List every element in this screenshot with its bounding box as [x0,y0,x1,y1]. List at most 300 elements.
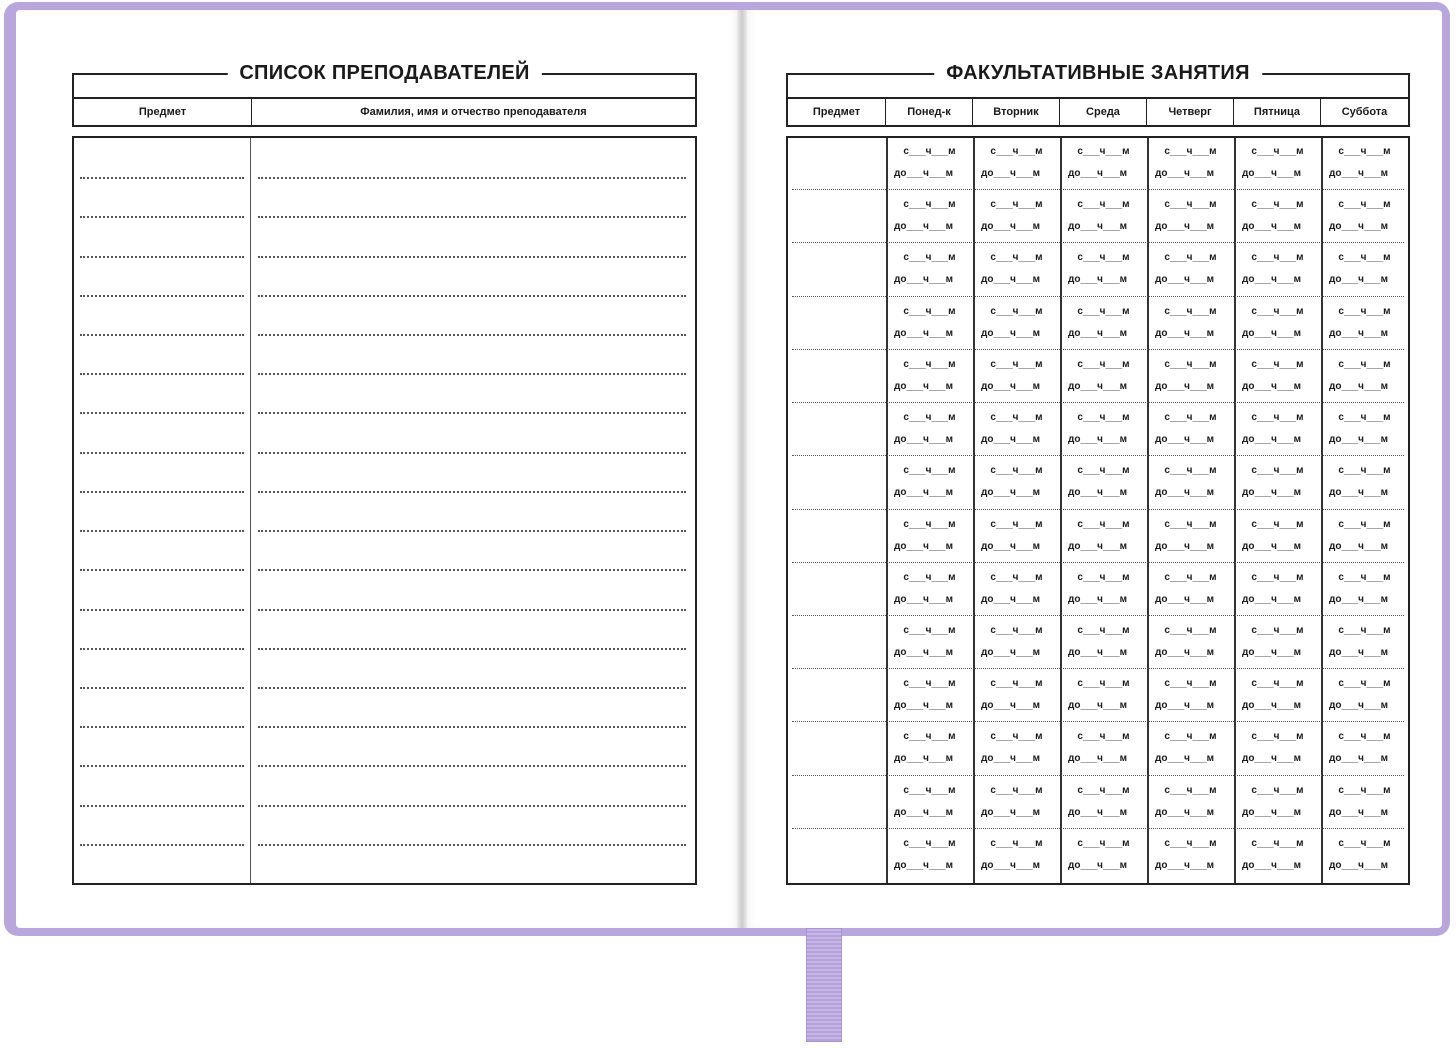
time-from: с___ч___м [1251,465,1304,476]
column-monday: Понед-к [886,99,973,125]
writing-line-name [258,452,686,454]
time-from: с___ч___м [1338,572,1391,583]
writing-line-name [258,295,686,297]
time-from: с___ч___м [1338,306,1391,317]
column-teacher-name: Фамилия, имя и отчество преподавателя [360,106,587,118]
time-to: до___ч___м [1329,381,1389,392]
time-slot[interactable] [977,252,1056,286]
time-slot[interactable] [977,306,1056,340]
time-slot[interactable] [1064,785,1143,819]
time-from: с___ч___м [903,625,956,636]
time-from: с___ч___м [1338,625,1391,636]
time-from: с___ч___м [1164,306,1217,317]
time-to: до___ч___м [981,381,1041,392]
time-from: с___ч___м [903,785,956,796]
time-slot[interactable] [1325,146,1404,180]
time-slot[interactable] [890,412,969,446]
time-to: до___ч___м [1242,594,1302,605]
time-slot[interactable] [977,838,1056,872]
time-slot[interactable] [1238,359,1317,393]
time-from: с___ч___м [1251,785,1304,796]
time-from: с___ч___м [990,465,1043,476]
page-gutter [737,10,747,928]
time-to: до___ч___м [894,753,954,764]
time-from: с___ч___м [1251,625,1304,636]
time-slot[interactable] [1325,572,1404,606]
time-from: с___ч___м [1338,519,1391,530]
time-to: до___ч___м [1242,434,1302,445]
time-from: с___ч___м [1164,412,1217,423]
time-from: с___ч___м [1251,519,1304,530]
writing-line-name [258,334,686,336]
time-slot[interactable] [1325,412,1404,446]
time-to: до___ч___м [894,381,954,392]
row-divider [792,562,1404,563]
time-from: с___ч___м [1164,199,1217,210]
writing-line-subject [80,765,244,767]
time-from: с___ч___м [1164,731,1217,742]
time-slot[interactable] [1238,731,1317,765]
time-to: до___ч___м [1155,221,1215,232]
time-from: с___ч___м [903,572,956,583]
time-slot[interactable] [890,306,969,340]
time-slot[interactable] [1238,252,1317,286]
time-from: с___ч___м [1164,252,1217,263]
time-slot[interactable] [977,731,1056,765]
time-to: до___ч___м [981,753,1041,764]
writing-line-name [258,726,686,728]
row-divider [792,242,1404,243]
time-to: до___ч___м [1329,487,1389,498]
time-slot[interactable] [1151,519,1230,553]
time-to: до___ч___м [1155,381,1215,392]
time-slot[interactable] [1151,572,1230,606]
time-to: до___ч___м [1068,541,1128,552]
time-slot[interactable] [1064,678,1143,712]
time-from: с___ч___м [903,465,956,476]
row-divider [792,455,1404,456]
column-subject: Предмет [788,99,886,125]
time-to: до___ч___м [1155,168,1215,179]
time-from: с___ч___м [1077,572,1130,583]
time-from: с___ч___м [1338,465,1391,476]
writing-line-subject [80,726,244,728]
writing-line-name [258,177,686,179]
time-from: с___ч___м [990,252,1043,263]
time-slot[interactable] [1064,731,1143,765]
time-from: с___ч___м [1164,519,1217,530]
time-slot[interactable] [977,678,1056,712]
time-from: с___ч___м [1338,678,1391,689]
time-from: с___ч___м [1077,306,1130,317]
time-to: до___ч___м [1068,168,1128,179]
time-to: до___ч___м [1242,807,1302,818]
time-from: с___ч___м [1077,519,1130,530]
time-slot[interactable] [1151,678,1230,712]
time-slot[interactable] [977,519,1056,553]
row-divider [792,615,1404,616]
time-slot[interactable] [1325,625,1404,659]
writing-line-name [258,256,686,258]
time-from: с___ч___м [1077,731,1130,742]
time-from: с___ч___м [1164,465,1217,476]
time-from: с___ч___м [990,306,1043,317]
time-from: с___ч___м [1251,412,1304,423]
time-from: с___ч___м [990,412,1043,423]
column-saturday: Суббота [1341,106,1388,118]
time-slot[interactable] [977,572,1056,606]
time-to: до___ч___м [894,807,954,818]
time-slot[interactable] [1064,199,1143,233]
writing-line-name [258,530,686,532]
time-to: до___ч___м [1242,168,1302,179]
time-slot[interactable] [1151,199,1230,233]
time-to: до___ч___м [1329,221,1389,232]
time-from: с___ч___м [1077,838,1130,849]
time-from: с___ч___м [1164,785,1217,796]
time-to: до___ч___м [981,860,1041,871]
writing-line-subject [80,256,244,258]
time-slot[interactable] [1325,785,1404,819]
time-slot[interactable] [890,678,969,712]
time-slot[interactable] [890,731,969,765]
day-column-divider [886,138,888,883]
time-from: с___ч___м [903,412,956,423]
teachers-title: СПИСОК ПРЕПОДАВАТЕЛЕЙ [227,60,541,86]
time-slot[interactable] [1238,146,1317,180]
time-slot[interactable] [1151,465,1230,499]
time-to: до___ч___м [894,434,954,445]
time-to: до___ч___м [1068,328,1128,339]
day-column-divider [1234,138,1236,883]
time-slot[interactable] [1238,306,1317,340]
time-from: с___ч___м [1251,146,1304,157]
time-slot[interactable] [1325,731,1404,765]
time-slot[interactable] [1325,252,1404,286]
time-slot[interactable] [977,146,1056,180]
time-from: с___ч___м [1164,678,1217,689]
time-from: с___ч___м [1338,412,1391,423]
time-slot[interactable] [977,359,1056,393]
time-to: до___ч___м [1068,860,1128,871]
time-from: с___ч___м [1338,731,1391,742]
time-from: с___ч___м [903,306,956,317]
time-to: до___ч___м [1068,487,1128,498]
time-slot[interactable] [890,199,969,233]
time-to: до___ч___м [894,168,954,179]
time-slot[interactable] [1238,625,1317,659]
time-slot[interactable] [1064,359,1143,393]
time-from: с___ч___м [903,838,956,849]
time-from: с___ч___м [990,625,1043,636]
time-from: с___ч___м [990,146,1043,157]
time-to: до___ч___м [981,168,1041,179]
time-slot[interactable] [1151,252,1230,286]
time-to: до___ч___м [1155,753,1215,764]
writing-line-subject [80,412,244,414]
writing-line-subject [80,609,244,611]
time-slot[interactable] [890,572,969,606]
time-slot[interactable] [1238,519,1317,553]
time-from: с___ч___м [903,199,956,210]
time-slot[interactable] [1238,465,1317,499]
time-slot[interactable] [1064,625,1143,659]
time-slot[interactable] [977,465,1056,499]
time-to: до___ч___м [1329,807,1389,818]
time-to: до___ч___м [1242,860,1302,871]
time-slot[interactable] [890,519,969,553]
time-slot[interactable] [1325,519,1404,553]
day-column-divider [1060,138,1062,883]
time-slot[interactable] [1151,625,1230,659]
writing-line-subject [80,687,244,689]
writing-line-subject [80,177,244,179]
time-to: до___ч___м [1068,434,1128,445]
time-slot[interactable] [890,838,969,872]
writing-line-name [258,609,686,611]
time-to: до___ч___м [1068,700,1128,711]
time-slot[interactable] [1064,519,1143,553]
time-slot[interactable] [1151,838,1230,872]
writing-line-subject [80,805,244,807]
time-from: с___ч___м [1251,678,1304,689]
time-to: до___ч___м [1329,328,1389,339]
time-slot[interactable] [1151,359,1230,393]
time-to: до___ч___м [1329,647,1389,658]
teachers-column-divider [250,138,251,883]
writing-line-subject [80,216,244,218]
time-from: с___ч___м [990,199,1043,210]
time-from: с___ч___м [1338,785,1391,796]
time-to: до___ч___м [1329,274,1389,285]
time-to: до___ч___м [1242,753,1302,764]
time-slot[interactable] [1325,306,1404,340]
time-to: до___ч___м [1068,807,1128,818]
time-slot[interactable] [1325,465,1404,499]
column-tuesday: Вторник [973,99,1060,125]
time-to: до___ч___м [1329,594,1389,605]
time-to: до___ч___м [1155,328,1215,339]
time-slot[interactable] [1238,412,1317,446]
time-to: до___ч___м [981,487,1041,498]
writing-line-name [258,805,686,807]
time-from: с___ч___м [1164,146,1217,157]
time-to: до___ч___м [894,487,954,498]
time-from: с___ч___м [1077,146,1130,157]
time-to: до___ч___м [1155,541,1215,552]
time-slot[interactable] [890,359,969,393]
day-column-divider [1321,138,1323,883]
time-to: до___ч___м [1329,541,1389,552]
time-to: до___ч___м [1068,594,1128,605]
time-to: до___ч___м [894,274,954,285]
teachers-table [72,136,697,885]
row-divider [792,296,1404,297]
time-to: до___ч___м [1242,647,1302,658]
time-from: с___ч___м [1251,731,1304,742]
time-from: с___ч___м [1251,199,1304,210]
time-to: до___ч___м [1155,594,1215,605]
time-slot[interactable] [1064,306,1143,340]
time-to: до___ч___м [981,807,1041,818]
time-from: с___ч___м [903,519,956,530]
writing-line-name [258,687,686,689]
time-from: с___ч___м [1077,678,1130,689]
time-slot[interactable] [1064,465,1143,499]
time-from: с___ч___м [1338,199,1391,210]
day-column-divider [973,138,975,883]
time-to: до___ч___м [981,434,1041,445]
time-from: с___ч___м [1077,625,1130,636]
time-to: до___ч___м [981,328,1041,339]
time-from: с___ч___м [990,519,1043,530]
time-to: до___ч___м [981,221,1041,232]
time-from: с___ч___м [1077,785,1130,796]
time-to: до___ч___м [894,700,954,711]
time-slot[interactable] [1238,199,1317,233]
time-to: до___ч___м [1155,647,1215,658]
time-slot[interactable] [890,465,969,499]
time-to: до___ч___м [1242,274,1302,285]
time-to: до___ч___м [1329,753,1389,764]
time-from: с___ч___м [1077,412,1130,423]
time-to: до___ч___м [894,860,954,871]
row-divider [792,509,1404,510]
time-slot[interactable] [977,625,1056,659]
row-divider [792,775,1404,776]
electives-title: ФАКУЛЬТАТИВНЫЕ ЗАНЯТИЯ [934,60,1262,86]
time-from: с___ч___м [1338,359,1391,370]
row-divider [792,189,1404,190]
time-slot[interactable] [890,785,969,819]
time-slot[interactable] [890,252,969,286]
time-slot[interactable] [1325,678,1404,712]
column-wednesday: Среда [1060,99,1147,125]
electives-table [786,136,1410,885]
time-slot[interactable] [977,199,1056,233]
writing-line-subject [80,373,244,375]
electives-header [786,62,1410,127]
time-from: с___ч___м [1251,306,1304,317]
time-from: с___ч___м [1251,572,1304,583]
row-divider [792,349,1404,350]
time-slot[interactable] [977,785,1056,819]
writing-line-subject [80,295,244,297]
time-slot[interactable] [1064,146,1143,180]
writing-line-name [258,412,686,414]
time-from: с___ч___м [990,838,1043,849]
time-to: до___ч___м [894,647,954,658]
time-from: с___ч___м [903,359,956,370]
time-slot[interactable] [977,412,1056,446]
time-slot[interactable] [1064,838,1143,872]
writing-line-name [258,569,686,571]
time-slot[interactable] [1151,731,1230,765]
time-to: до___ч___м [981,647,1041,658]
writing-line-name [258,844,686,846]
time-from: с___ч___м [1164,838,1217,849]
writing-line-subject [80,569,244,571]
time-to: до___ч___м [1242,221,1302,232]
bookmark-ribbon[interactable] [806,928,842,1042]
row-divider [792,721,1404,722]
time-slot[interactable] [1238,785,1317,819]
time-to: до___ч___м [1329,434,1389,445]
time-slot[interactable] [1238,838,1317,872]
day-column-divider [1147,138,1149,883]
time-slot[interactable] [1151,412,1230,446]
time-slot[interactable] [1325,838,1404,872]
time-slot[interactable] [1151,785,1230,819]
time-to: до___ч___м [1068,274,1128,285]
time-from: с___ч___м [1077,359,1130,370]
time-from: с___ч___м [1077,252,1130,263]
time-to: до___ч___м [1155,274,1215,285]
time-to: до___ч___м [1242,381,1302,392]
time-slot[interactable] [1151,146,1230,180]
time-to: до___ч___м [1242,328,1302,339]
time-from: с___ч___м [990,731,1043,742]
time-from: с___ч___м [990,359,1043,370]
time-from: с___ч___м [990,572,1043,583]
time-to: до___ч___м [981,594,1041,605]
time-to: до___ч___м [1242,700,1302,711]
time-from: с___ч___м [903,252,956,263]
time-to: до___ч___м [894,541,954,552]
time-slot[interactable] [890,146,969,180]
time-from: с___ч___м [1164,359,1217,370]
time-to: до___ч___м [1242,541,1302,552]
time-to: до___ч___м [894,594,954,605]
time-to: до___ч___м [1329,860,1389,871]
time-from: с___ч___м [1338,146,1391,157]
time-slot[interactable] [1151,306,1230,340]
time-slot[interactable] [1064,412,1143,446]
time-slot[interactable] [1325,199,1404,233]
time-slot[interactable] [890,625,969,659]
time-from: с___ч___м [990,785,1043,796]
time-from: с___ч___м [1077,199,1130,210]
time-slot[interactable] [1064,572,1143,606]
time-to: до___ч___м [981,700,1041,711]
writing-line-subject [80,334,244,336]
time-slot[interactable] [1238,678,1317,712]
time-from: с___ч___м [990,678,1043,689]
time-to: до___ч___м [1068,753,1128,764]
row-divider [792,828,1404,829]
writing-line-subject [80,648,244,650]
time-slot[interactable] [1238,572,1317,606]
time-from: с___ч___м [1164,625,1217,636]
time-from: с___ч___м [1338,838,1391,849]
time-from: с___ч___м [1077,465,1130,476]
time-to: до___ч___м [1068,381,1128,392]
time-from: с___ч___м [903,731,956,742]
time-slot[interactable] [1064,252,1143,286]
time-from: с___ч___м [903,146,956,157]
time-to: до___ч___м [1329,168,1389,179]
writing-line-subject [80,530,244,532]
time-slot[interactable] [1325,359,1404,393]
writing-line-name [258,373,686,375]
writing-line-name [258,648,686,650]
writing-line-name [258,216,686,218]
time-to: до___ч___м [1155,487,1215,498]
time-to: до___ч___м [981,274,1041,285]
writing-line-name [258,491,686,493]
time-to: до___ч___м [1155,807,1215,818]
time-to: до___ч___м [981,541,1041,552]
